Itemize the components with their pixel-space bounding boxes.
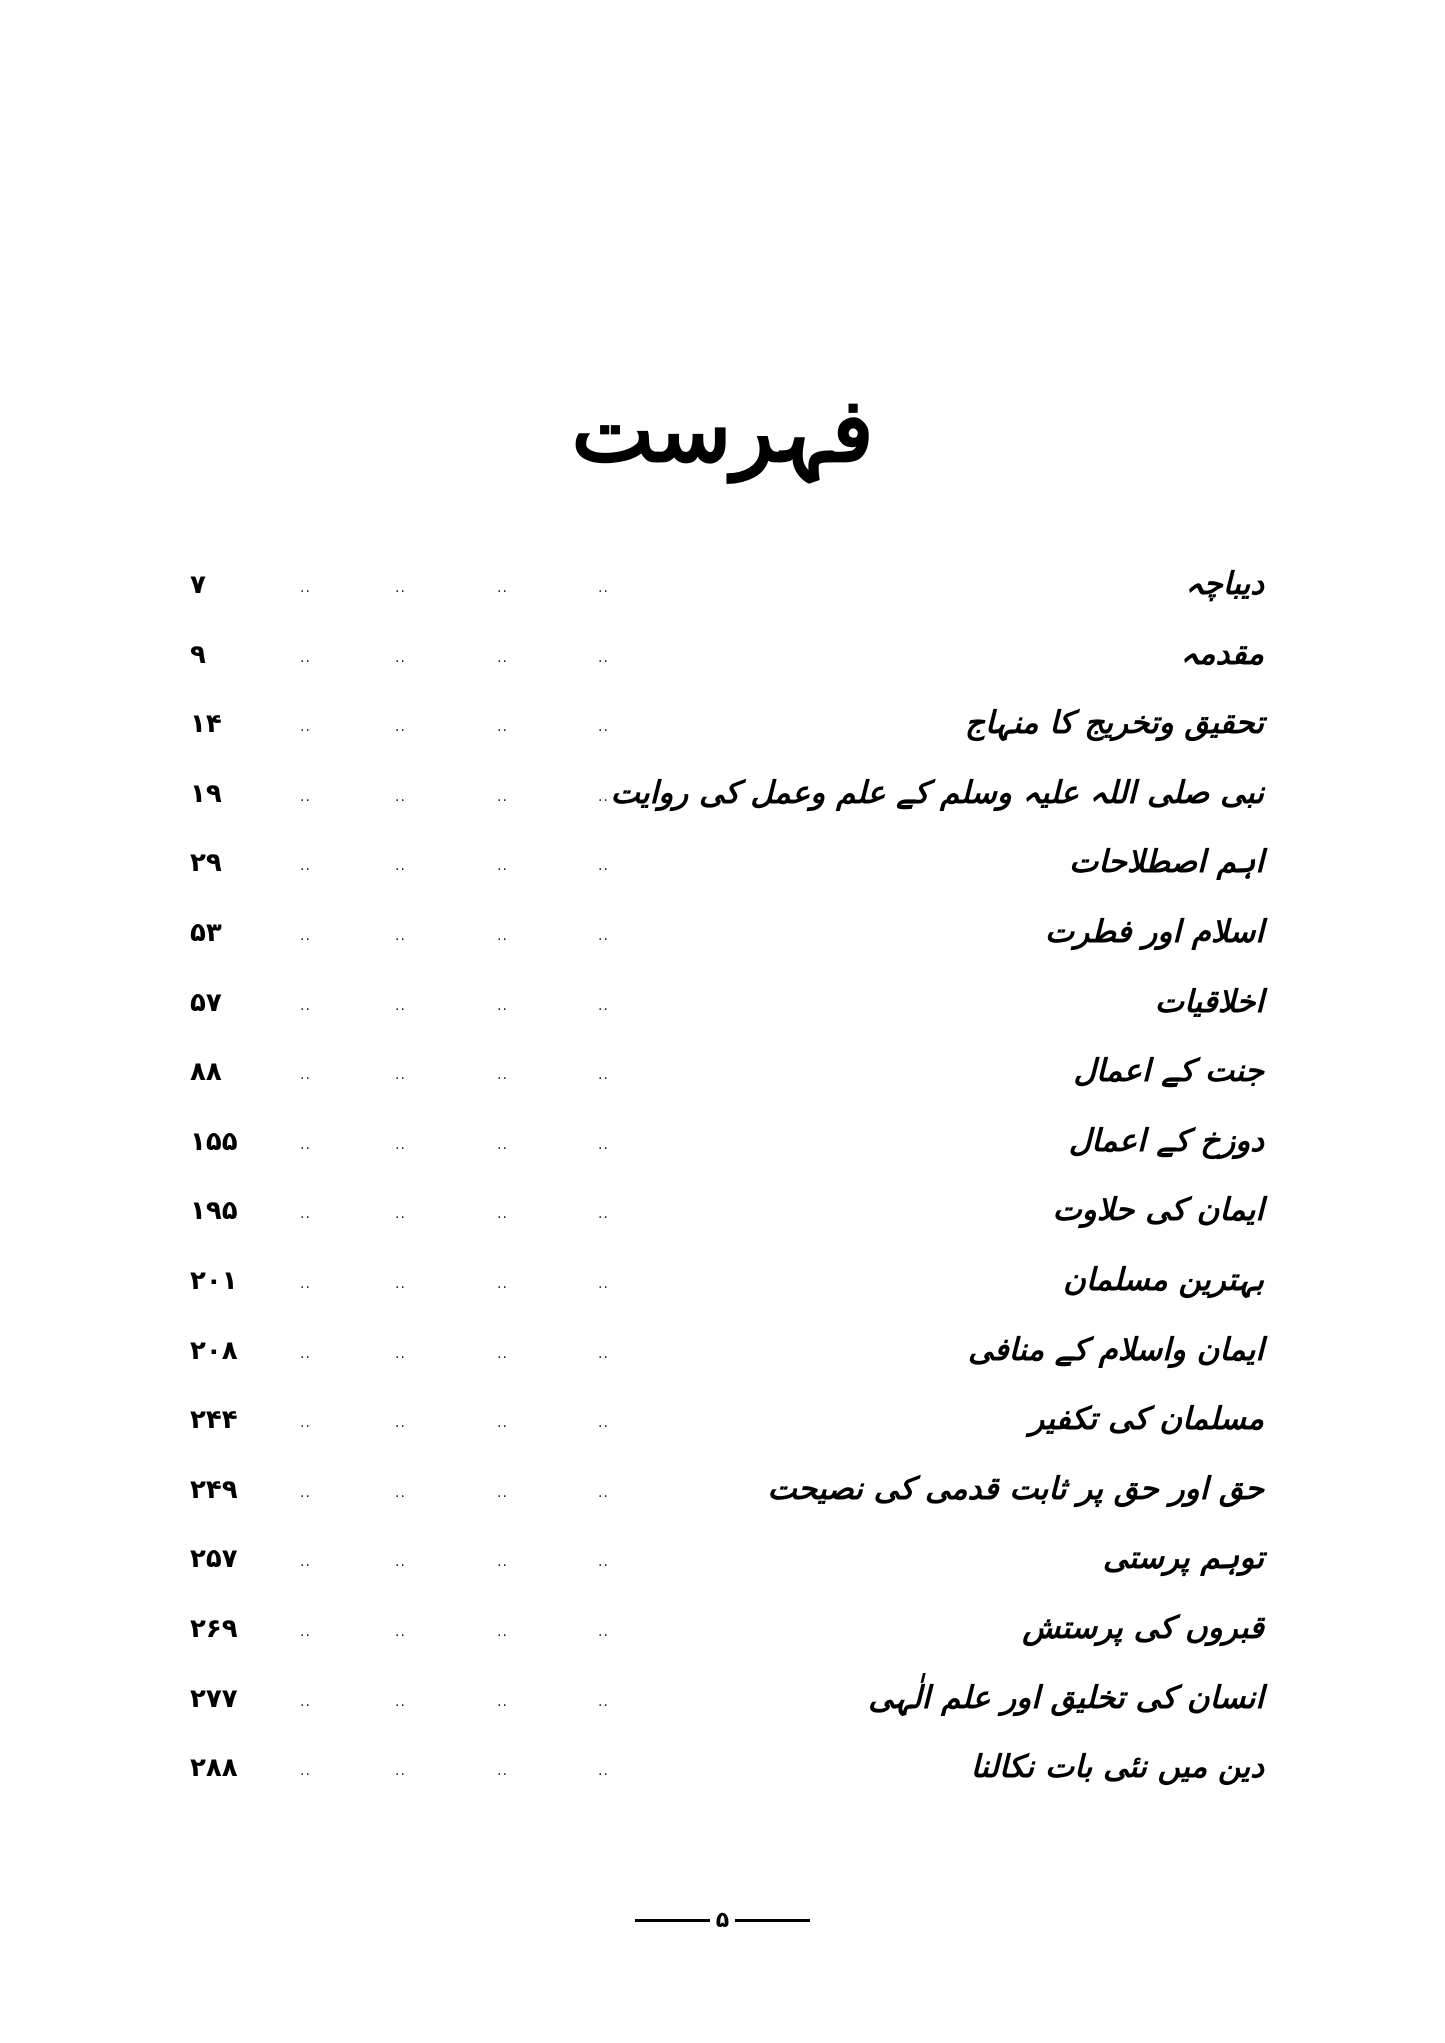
- toc-entry: [0, 1514, 1445, 1584]
- toc-leader-dots: ..: [598, 858, 609, 875]
- toc-leader-dots: ..: [300, 788, 311, 805]
- toc-entry-page-number: ۱۵۵: [190, 1126, 238, 1157]
- toc-leader-dots: ..: [395, 1693, 406, 1710]
- toc-leader-dots: ..: [395, 928, 406, 944]
- toc-leader-dots: ..: [300, 1693, 311, 1710]
- toc-entry-page-number: ۲۴۴: [190, 1405, 238, 1436]
- toc-leader-dots: ..: [395, 1415, 406, 1432]
- toc-leader-dots: ..: [395, 1763, 406, 1780]
- toc-entry-page-number: ۵۳: [190, 918, 222, 948]
- toc-leader-dots: ..: [497, 858, 508, 875]
- toc-entry: [0, 1027, 1445, 1097]
- toc-entry-page-number: ۸۸: [190, 1057, 222, 1088]
- toc-entry-title: قبروں کی پرستش: [1022, 1610, 1264, 1646]
- toc-leader-dots: ..: [395, 1345, 406, 1362]
- toc-leader-dots: ..: [497, 1554, 508, 1571]
- toc-leader-dots: ..: [598, 1345, 609, 1362]
- toc-entry-page-number: ۲۶۹: [190, 1614, 238, 1644]
- toc-entry-title: مقدمہ: [1180, 635, 1264, 672]
- toc-entry: [0, 1584, 1445, 1654]
- toc-entry-title: دوزخ کے اعمال: [1068, 1122, 1264, 1159]
- toc-leader-dots: ..: [598, 788, 609, 805]
- toc-entry: [0, 888, 1445, 958]
- toc-entry: [0, 818, 1445, 888]
- toc-leader-dots: ..: [300, 1484, 311, 1501]
- toc-leader-dots: ..: [598, 928, 609, 944]
- toc-leader-dots: ..: [395, 1276, 406, 1292]
- toc-entry: [0, 1375, 1445, 1445]
- toc-entry: [0, 610, 1445, 680]
- toc-leader-dots: ..: [497, 1624, 508, 1640]
- toc-leader-dots: ..: [395, 1067, 406, 1084]
- toc-leader-dots: ..: [497, 1067, 508, 1084]
- toc-leader-dots: ..: [497, 1693, 508, 1710]
- toc-entry-page-number: ۲۵۷: [190, 1544, 238, 1575]
- toc-leader-dots: ..: [395, 858, 406, 875]
- toc-entry-page-number: ۲۰۱: [190, 1266, 238, 1296]
- toc-leader-dots: ..: [598, 1484, 609, 1501]
- toc-leader-dots: ..: [497, 928, 508, 944]
- toc-leader-dots: ..: [497, 1206, 508, 1223]
- toc-entry: [0, 1306, 1445, 1376]
- toc-leader-dots: ..: [598, 1763, 609, 1780]
- toc-leader-dots: ..: [395, 1136, 406, 1153]
- footer-rule-left: [635, 1919, 710, 1922]
- toc-entry-title: مسلمان کی تکفیر: [1029, 1401, 1264, 1438]
- toc-leader-dots: ..: [598, 1624, 609, 1640]
- toc-leader-dots: ..: [598, 580, 609, 596]
- toc-entry-title: جنت کے اعمال: [1073, 1053, 1264, 1090]
- toc-leader-dots: ..: [497, 997, 508, 1014]
- toc-leader-dots: ..: [497, 1484, 508, 1501]
- toc-entry: [0, 1654, 1445, 1724]
- toc-leader-dots: ..: [598, 1136, 609, 1153]
- toc-leader-dots: ..: [598, 1276, 609, 1292]
- toc-leader-dots: ..: [598, 1067, 609, 1084]
- footer-page-number: ۵: [715, 1908, 730, 1933]
- toc-leader-dots: ..: [598, 1554, 609, 1571]
- page-footer: [0, 1908, 1445, 1933]
- toc-entry-page-number: ۱۴: [190, 709, 222, 740]
- toc-leader-dots: ..: [497, 1345, 508, 1362]
- toc-leader-dots: ..: [598, 1693, 609, 1710]
- toc-entry-page-number: ۲۸۸: [190, 1753, 238, 1784]
- toc-leader-dots: ..: [598, 1206, 609, 1223]
- toc-entry: [0, 540, 1445, 610]
- toc-entry-page-number: ۲۹: [190, 848, 222, 879]
- toc-leader-dots: ..: [497, 719, 508, 736]
- footer-rule-right: [735, 1919, 810, 1922]
- toc-leader-dots: ..: [497, 788, 508, 805]
- toc-leader-dots: ..: [395, 788, 406, 805]
- toc-leader-dots: ..: [395, 1624, 406, 1640]
- toc-leader-dots: ..: [497, 1415, 508, 1432]
- toc-leader-dots: ..: [300, 1276, 311, 1292]
- toc-entry: [0, 1236, 1445, 1306]
- toc-entry: [0, 679, 1445, 749]
- toc-leader-dots: ..: [300, 1136, 311, 1153]
- toc-entry-page-number: ۱۹۵: [190, 1196, 238, 1227]
- toc-entry-title: اہم اصطلاحات: [1069, 844, 1264, 881]
- toc-leader-dots: ..: [300, 1345, 311, 1362]
- toc-leader-dots: ..: [300, 719, 311, 736]
- toc-entry: [0, 1166, 1445, 1236]
- toc-entry-title: انسان کی تخلیق اور علم الٰہی: [868, 1679, 1264, 1716]
- toc-entry-title: ایمان کی حلاوت: [1052, 1192, 1264, 1229]
- toc-entry-title: حق اور حق پر ثابت قدمی کی نصیحت: [767, 1470, 1264, 1507]
- toc-entry-title: اخلاقیات: [1154, 983, 1264, 1020]
- toc-leader-dots: ..: [395, 580, 406, 596]
- toc-entry-page-number: ۲۷۷: [190, 1683, 238, 1714]
- toc-entry: [0, 958, 1445, 1028]
- toc-entry-title: تحقیق وتخریج کا منہاج: [964, 705, 1264, 742]
- toc-leader-dots: ..: [598, 1415, 609, 1432]
- toc-leader-dots: ..: [300, 858, 311, 875]
- toc-entry-page-number: ۵۷: [190, 987, 222, 1018]
- toc-entry-title: اسلام اور فطرت: [1045, 914, 1264, 950]
- toc-leader-dots: ..: [395, 997, 406, 1014]
- toc-leader-dots: ..: [300, 1067, 311, 1084]
- toc-entry: [0, 1445, 1445, 1515]
- toc-entry-title: بہترین مسلمان: [1063, 1262, 1264, 1298]
- toc-entry: [0, 1723, 1445, 1793]
- toc-leader-dots: ..: [300, 649, 311, 666]
- toc-leader-dots: ..: [300, 580, 311, 596]
- toc-entry: [0, 749, 1445, 819]
- toc-entry-page-number: ۱۹: [190, 778, 222, 809]
- toc-entry-title: دیباچہ: [1185, 566, 1264, 602]
- toc-leader-dots: ..: [300, 997, 311, 1014]
- toc-leader-dots: ..: [395, 649, 406, 666]
- toc-entry-page-number: ۲۰۸: [190, 1335, 238, 1366]
- toc-entry-page-number: ۷: [190, 570, 206, 600]
- toc-leader-dots: ..: [598, 649, 609, 666]
- toc-entry-page-number: ۹: [190, 639, 206, 670]
- toc-leader-dots: ..: [395, 1484, 406, 1501]
- toc-leader-dots: ..: [497, 1136, 508, 1153]
- toc-entry-title: نبی صلی اللہ علیہ وسلم کے علم وعمل کی روایت: [610, 774, 1264, 811]
- toc-leader-dots: ..: [598, 997, 609, 1014]
- toc-leader-dots: ..: [598, 719, 609, 736]
- toc-leader-dots: ..: [300, 1206, 311, 1223]
- toc-leader-dots: ..: [497, 1763, 508, 1780]
- toc-leader-dots: ..: [300, 928, 311, 944]
- toc-leader-dots: ..: [497, 580, 508, 596]
- toc-leader-dots: ..: [395, 719, 406, 736]
- toc-leader-dots: ..: [300, 1763, 311, 1780]
- page-title: فہرست: [571, 378, 874, 482]
- toc-entry-title: توہم پرستی: [1102, 1540, 1264, 1577]
- toc-entry: [0, 1097, 1445, 1167]
- toc-leader-dots: ..: [395, 1554, 406, 1571]
- toc-entry-title: دین میں نئی بات نکالنا: [970, 1749, 1264, 1786]
- toc-leader-dots: ..: [300, 1415, 311, 1432]
- toc-leader-dots: ..: [497, 649, 508, 666]
- toc-leader-dots: ..: [300, 1624, 311, 1640]
- toc-leader-dots: ..: [497, 1276, 508, 1292]
- toc-entry-page-number: ۲۴۹: [190, 1474, 238, 1505]
- toc-leader-dots: ..: [395, 1206, 406, 1223]
- toc-leader-dots: ..: [300, 1554, 311, 1571]
- toc-entry-title: ایمان واسلام کے منافی: [968, 1331, 1264, 1368]
